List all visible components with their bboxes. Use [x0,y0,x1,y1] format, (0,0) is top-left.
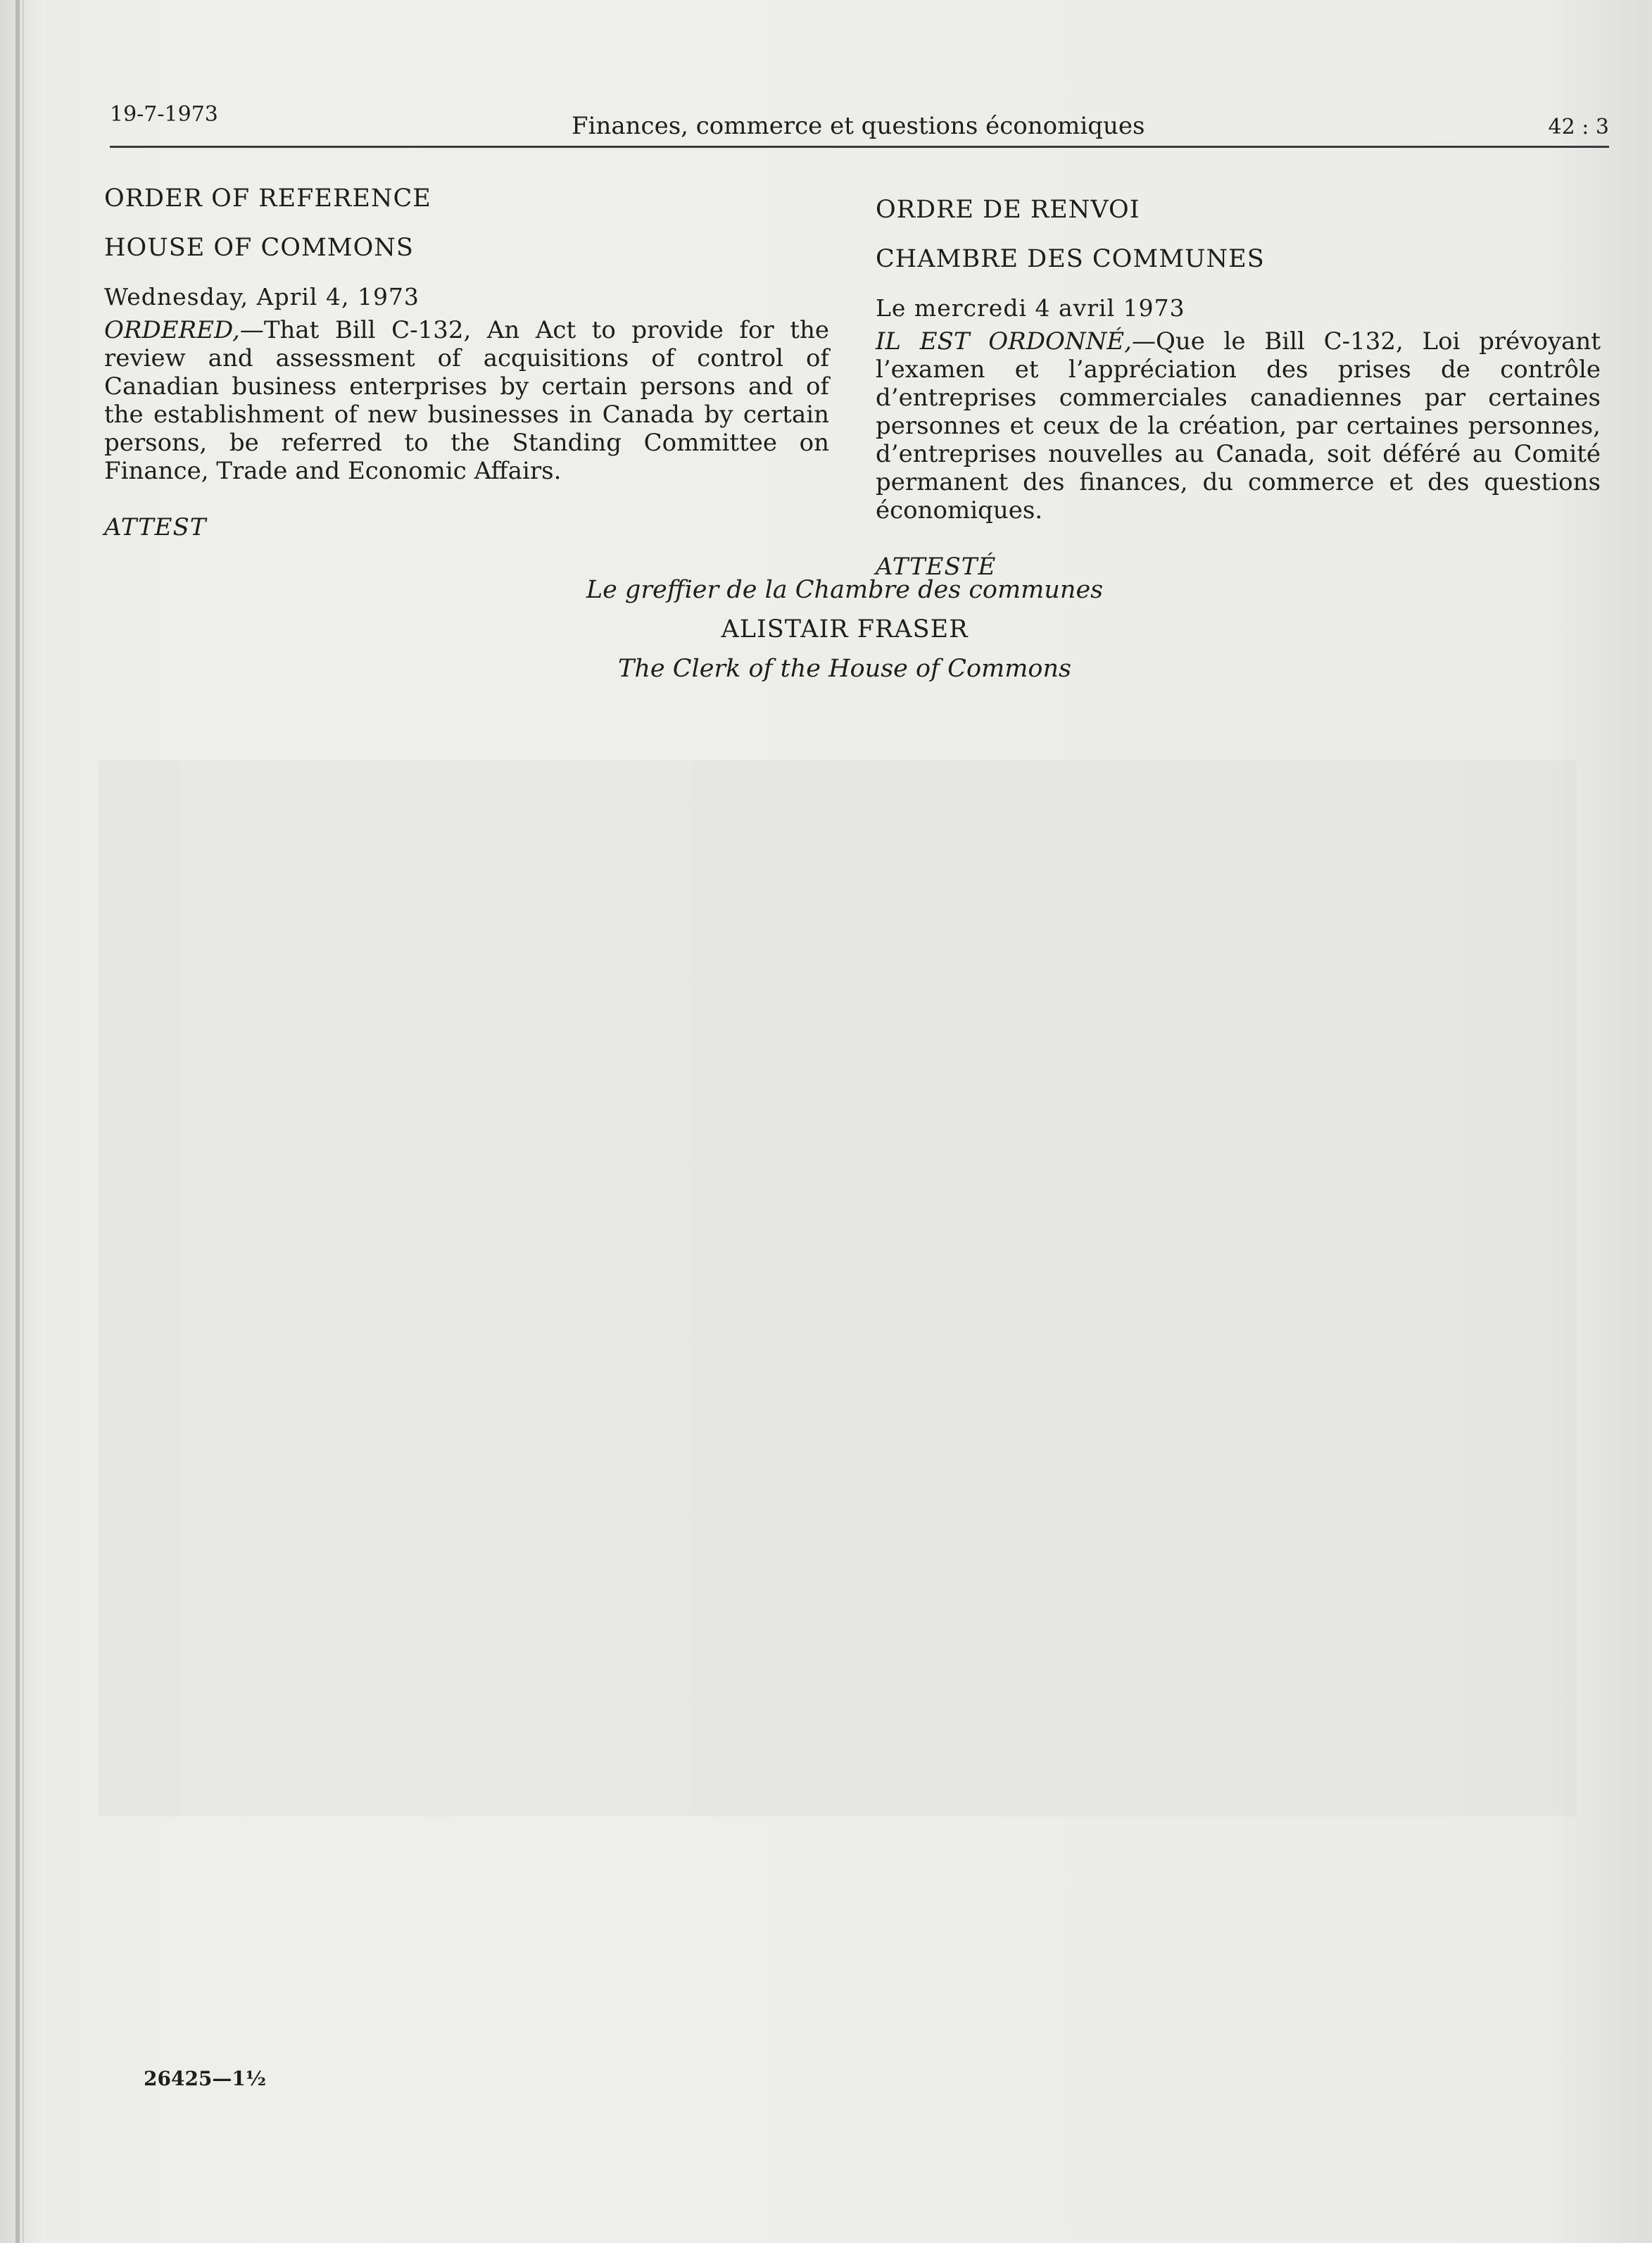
header-page-number: 42 : 3 [1548,115,1609,139]
clerk-title-english: The Clerk of the House of Commons [618,655,1071,683]
house-of-commons-heading: HOUSE OF COMMONS [104,234,414,262]
header-title: Finances, commerce et questions économiques [572,112,1145,140]
footer-code: 26425—1½ [144,2067,267,2090]
english-column [104,184,829,565]
ordre-text [876,327,1601,524]
clerk-name: ALISTAIR FRASER [721,615,969,643]
french-column [876,196,1601,605]
order-text [104,316,829,485]
ordonne-lead: IL EST ORDONNÉ, [876,327,1132,356]
running-header [110,102,1609,148]
ordered-lead: ORDERED, [104,316,240,344]
header-date: 19-7-1973 [110,102,218,127]
order-of-reference-heading: ORDER OF REFERENCE [104,184,431,213]
chambre-des-communes-heading: CHAMBRE DES COMMUNES [876,245,1265,273]
order-date: Wednesday, April 4, 1973 [104,283,420,310]
binding-edge-line [23,0,24,2243]
clerk-title-french: Le greffier de la Chambre des communes [586,576,1104,604]
attest-label: ATTEST [104,513,207,541]
order-body: —That Bill C-132, An Act to provide for the review and assessment of acquisitions of control of Canadian business enterprises by certain persons and of the establishment of new businesses in Canada by certain persons, be referred to the Standing Committee on Finance, Trade and Economic Affairs. [104,316,829,485]
show-through-area [99,760,1577,1816]
ordre-body: —Que le Bill C-132, Loi prévoyant l’examen et l’appréciation des prises de contrôle d’entreprises commerciales canadiennes par certaines personnes et ceux de la création, par certaines personnes, d’entreprises nouvelles au Canada, soit déféré au Comité permanent des finances, du commerce et des questions économiques. [876,327,1601,524]
ordre-date: Le mercredi 4 avril 1973 [876,294,1185,322]
ordre-de-renvoi-heading: ORDRE DE RENVOI [876,196,1140,224]
binding-edge [15,0,20,2243]
atteste-label: ATTESTÉ [876,553,997,581]
